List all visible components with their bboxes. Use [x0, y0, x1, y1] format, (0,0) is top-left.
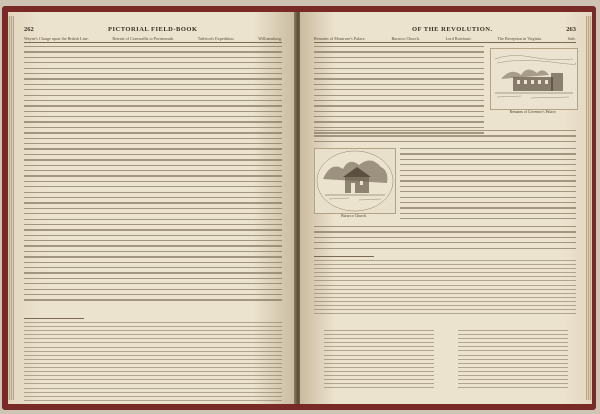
palace-caption: Remains of Governor's Palace.	[509, 110, 557, 114]
left-body-text	[24, 46, 282, 305]
right-subhead-3: Lord Botetourt.	[445, 36, 472, 41]
right-subhead-1: Remains of Montrose's Palace.	[314, 36, 366, 41]
left-subhead-4: Williamsburg.	[258, 36, 282, 41]
right-footnote-rule	[314, 256, 374, 257]
right-body-text-top	[314, 46, 484, 138]
right-footnotes	[314, 260, 576, 317]
governors-palace-engraving	[490, 48, 578, 110]
right-subhead-4: The Reception in Virginia.	[497, 36, 542, 41]
right-running-head: OF THE REVOLUTION.	[412, 26, 493, 33]
palace-ruins-icon	[491, 49, 577, 109]
left-page-number: 262	[24, 26, 34, 33]
right-subheads	[314, 36, 576, 43]
right-page-edge	[586, 16, 592, 400]
left-subhead-1: Wayne's Charge upon the British Line.	[24, 36, 89, 41]
right-body-text-mid	[314, 130, 576, 146]
poem-column-right	[458, 330, 568, 391]
church-icon	[315, 149, 395, 213]
left-running-head: PICTORIAL FIELD-BOOK	[108, 26, 198, 33]
church-caption: Buracco Church.	[341, 214, 367, 218]
left-subhead-2: Retreat of Cornwallis to Portsmouth.	[112, 36, 175, 41]
left-subhead-3: Tarleton's Expedition.	[197, 36, 235, 41]
left-page	[8, 12, 296, 404]
poem-column-left	[324, 330, 434, 391]
right-subhead-2: Buracco Church.	[391, 36, 420, 41]
left-footnote-rule	[24, 318, 84, 319]
right-page	[300, 12, 592, 404]
right-body-text-beside-figure	[400, 148, 576, 223]
open-book	[8, 12, 592, 404]
left-subheads	[24, 36, 282, 43]
left-page-edge	[8, 16, 14, 400]
buracco-church-engraving	[314, 148, 396, 214]
left-footnotes	[24, 322, 282, 404]
right-page-number: 263	[566, 26, 576, 33]
right-subhead-5: Sale.	[567, 36, 576, 41]
right-body-text-bottom	[314, 226, 576, 253]
